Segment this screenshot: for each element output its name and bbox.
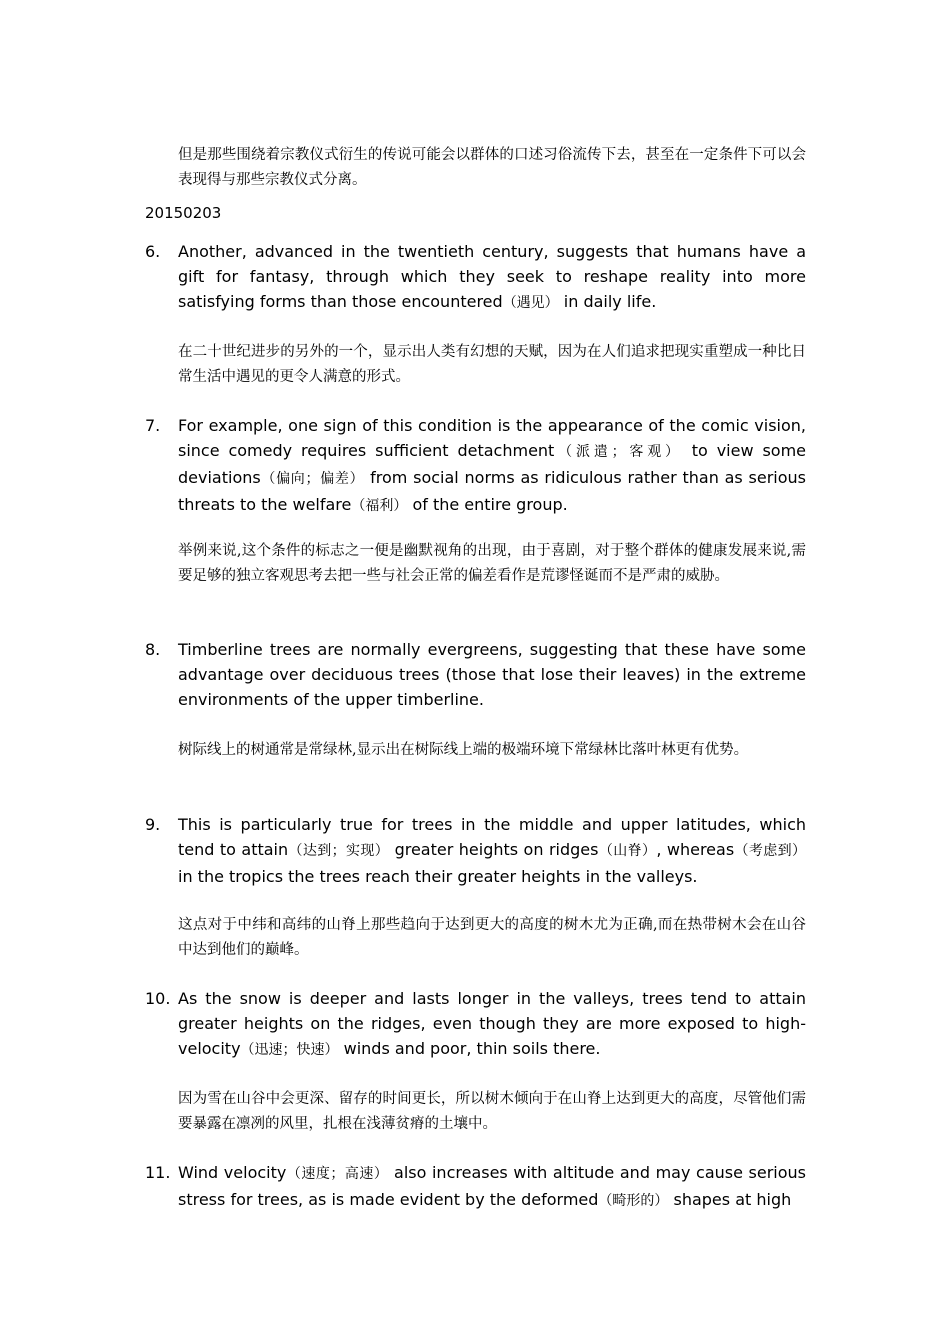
sentence-text: to view some deviations <box>178 441 807 487</box>
item-number: 10. <box>145 989 171 1008</box>
inline-gloss: （山脊） <box>598 843 657 859</box>
english-sentence <box>178 637 806 712</box>
inline-gloss: （迅速；快速） <box>240 1042 339 1058</box>
intro-translation: 但是那些围绕着宗教仪式衍生的传说可能会以群体的口述习俗流传下去，甚至在一定条件下可以会表现得与那些宗教仪式分离。 <box>178 147 806 188</box>
sentence-text: greater heights on ridges <box>389 840 599 859</box>
sentence-text: of the entire group. <box>407 495 568 514</box>
item-number: 7. <box>145 416 161 435</box>
english-sentence <box>178 1160 806 1210</box>
sentence-text: This is particularly true for trees in the middle and upper latitudes, which tend to attain <box>178 815 806 859</box>
chinese-translation: 在二十世纪进步的另外的一个，显示出人类有幻想的天赋，因为在人们追求把现实重塑成一种比日常生活中遇见的更令人满意的形式。 <box>178 344 806 385</box>
item-number: 8. <box>145 640 161 659</box>
chinese-translation: 这点对于中纬和高纬的山脊上那些趋向于达到更大的高度的树木尤为正确,而在热带树木会在山谷中达到他们的巅峰。 <box>178 917 806 958</box>
chinese-translation: 因为雪在山谷中会更深、留存的时间更长，所以树木倾向于在山脊上达到更大的高度，尽管他们需要暴露在凛冽的风里，扎根在浅薄贫瘠的土壤中。 <box>178 1091 806 1132</box>
inline-gloss: （福利） <box>351 498 408 514</box>
inline-gloss: （派遣；客观） <box>554 444 683 460</box>
sentence-text: in the tropics the trees reach their greater heights in the valleys. <box>178 867 698 886</box>
sentence-text: For example, one sign of this condition is the appearance of the comic vision, since comedy requires sufficient detachment <box>178 416 806 460</box>
sentence-text: winds and poor, thin soils there. <box>338 1039 601 1058</box>
sentence-text: shapes at high <box>668 1190 792 1209</box>
chinese-translation: 举例来说,这个条件的标志之一便是幽默视角的出现，由于喜剧，对于整个群体的健康发展来说,需要足够的独立客观思考去把一些与社会正常的偏差看作是荒谬怪诞而不是严肃的威胁。 <box>178 543 806 584</box>
item-number: 11. <box>145 1163 171 1182</box>
chinese-translation: 树际线上的树通常是常绿林,显示出在树际线上端的极端环境下常绿林比落叶林更有优势。 <box>178 742 749 758</box>
inline-gloss: （达到；实现） <box>288 843 390 859</box>
sentence-text: Wind velocity <box>178 1163 287 1182</box>
inline-gloss: （遇见） <box>502 295 559 311</box>
item-number: 9. <box>145 815 161 834</box>
sentence-text: As the snow is deeper and lasts longer in the valleys, trees tend to attain greater heights on the ridges, even though they are more exposed to high-velocity <box>178 989 806 1058</box>
sentence-text: from social norms as ridiculous rather than as serious threats to the welfare <box>178 468 807 514</box>
english-sentence <box>178 986 806 1063</box>
inline-gloss: （偏向；偏差） <box>260 471 365 487</box>
english-sentence <box>178 413 806 519</box>
sentence-text: also increases with altitude and may cause serious stress for trees, as is made evident by the deformed <box>178 1163 806 1209</box>
sentence-text: in daily life. <box>558 292 657 311</box>
sentence-text: , whereas <box>656 840 735 859</box>
english-sentence <box>178 239 806 316</box>
sentence-text: Timberline trees are normally evergreens, suggesting that these have some advantage over deciduous trees (those that lose their leaves) in the extreme environments of the upper timberline. <box>178 640 806 709</box>
item-number: 6. <box>145 242 161 261</box>
inline-gloss: （畸形的） <box>598 1193 669 1209</box>
english-sentence <box>178 812 806 889</box>
date-label: 20150203 <box>145 204 222 222</box>
sentence-text: Another, advanced in the twentieth century, suggests that humans have a gift for fantasy, through which they seek to reshape reality into more satisfying forms than those encountered <box>178 242 806 311</box>
inline-gloss: （考虑到） <box>734 843 807 859</box>
inline-gloss: （速度；高速） <box>286 1166 389 1182</box>
